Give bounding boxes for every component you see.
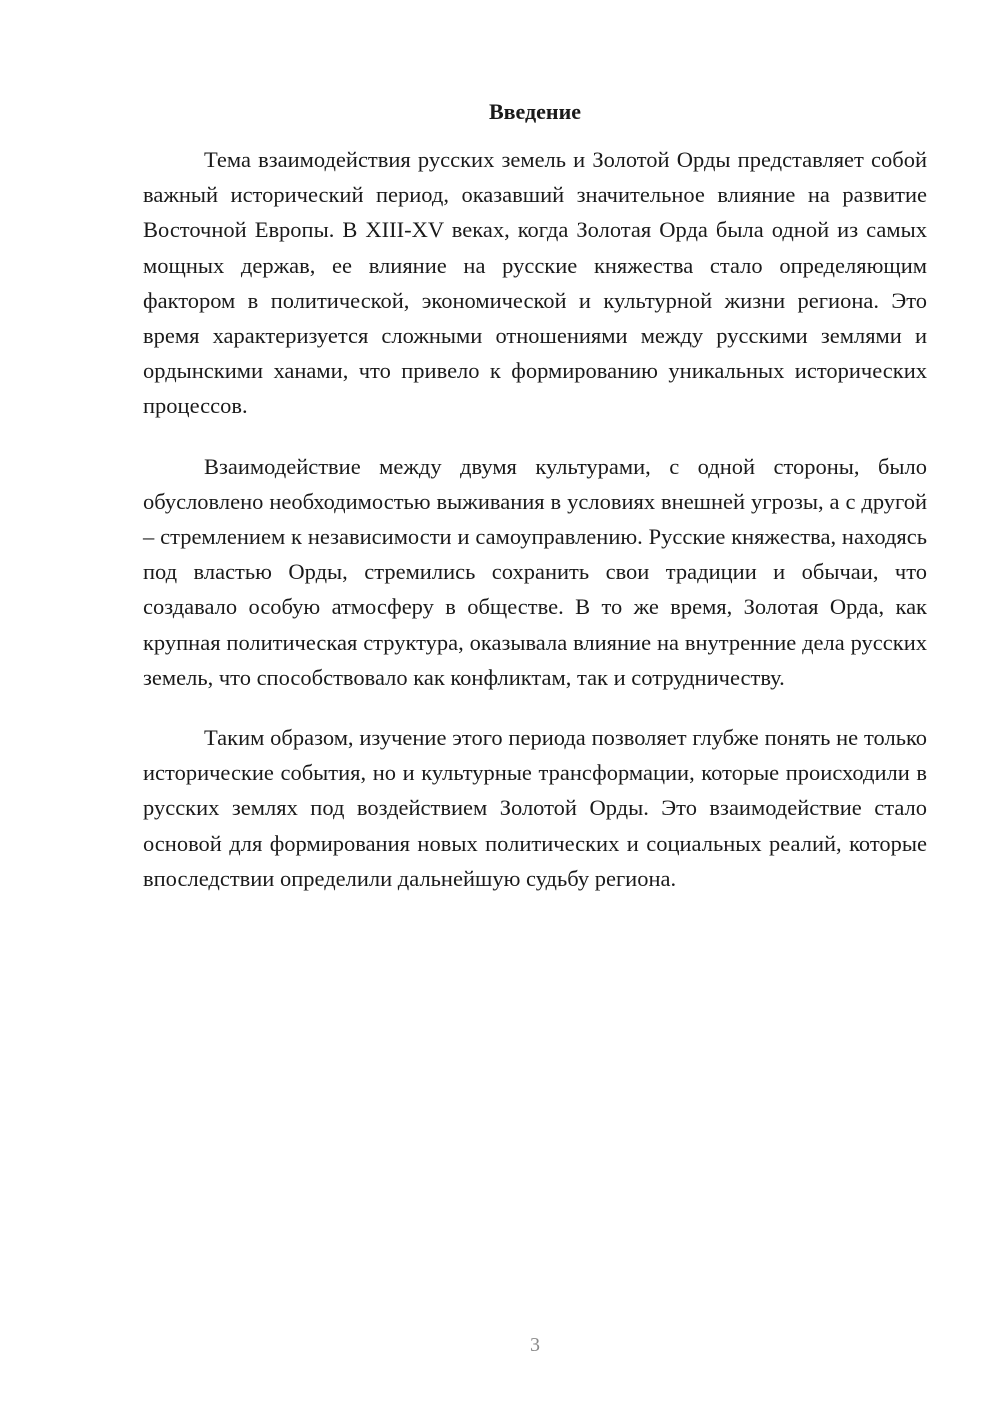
body-text	[143, 142, 927, 921]
section-heading: Введение	[488, 99, 582, 124]
paragraph-2: Взаимодействие между двумя культурами, с одной стороны, было обусловлено необходимостью выживания в условиях внешней угрозы, а с другой – стремлением к независимости и самоуправлению. Русские княжества, находясь под властью Орды, стремились сохранить свои традиции и обычаи, что создавало особую атмосферу в обществе. В то же время, Золотая Орда, как крупная политическая структура, оказывала влияние на внутренние дела русских земель, что способствовало как конфликтам, так и сотрудничеству.	[143, 453, 927, 690]
paragraph-1: Тема взаимодействия русских земель и Золотой Орды представляет собой важный исторический период, оказавший значительное влияние на развитие Восточной Европы. В XIII-XV веках, когда Золотая Орда была одной из самых мощных держав, ее влияние на русские княжества стало определяющим фактором в политической, экономической и культурной жизни региона. Это время характеризуется сложными отношениями между русскими землями и ордынскими ханами, что привело к формированию уникальных исторических процессов.	[143, 147, 927, 419]
paragraph-3: Таким образом, изучение этого периода позволяет глубже понять не только исторические события, но и культурные трансформации, которые происходили в русских землях под воздействием Золотой Орды. Это взаимодействие стало основой для формирования новых политических и социальных реалий, которые впоследствии определили дальнейшую судьбу региона.	[143, 725, 927, 891]
page-number: 3	[530, 1334, 540, 1356]
